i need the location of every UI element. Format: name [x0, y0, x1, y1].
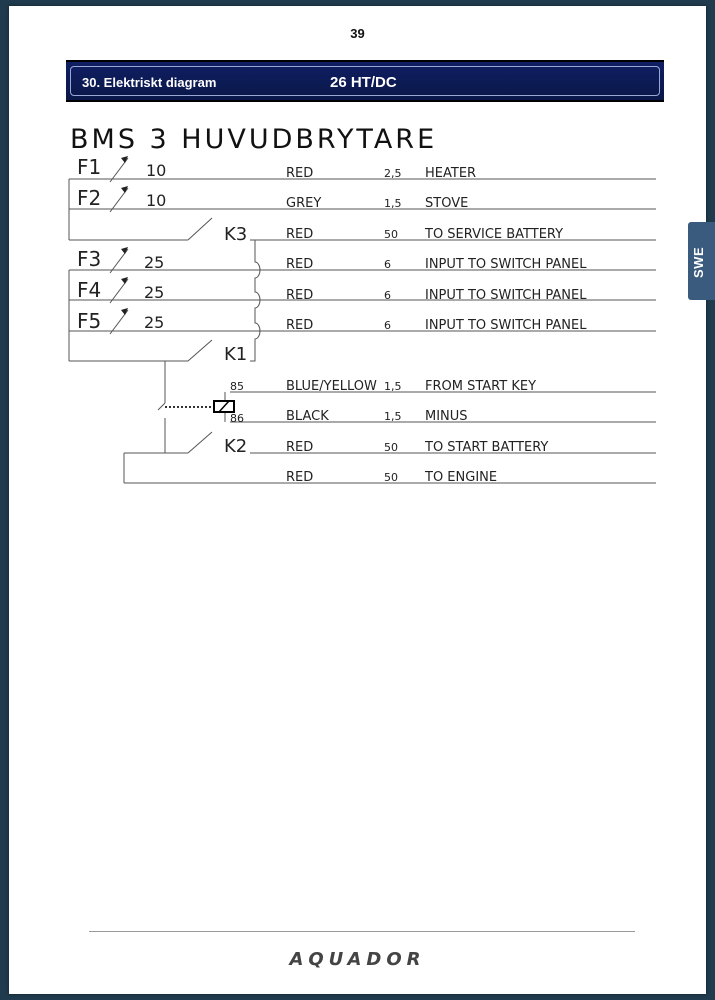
fuse-f4-label: F4: [77, 278, 102, 302]
wire-6-color: RED: [286, 318, 314, 333]
language-tab: [688, 222, 715, 300]
wire-2-color: GREY: [286, 196, 322, 211]
wire-5-size: 6: [384, 289, 391, 302]
wire-2-size: 1,5: [384, 197, 402, 210]
wire-6-destination: INPUT TO SWITCH PANEL: [425, 318, 587, 333]
wire-9-color: RED: [286, 440, 314, 455]
fuse-f5-rating: 25: [144, 313, 165, 332]
wire-10-color: RED: [286, 470, 314, 485]
fuse-f1-rating: 10: [146, 161, 167, 180]
fuse-f3-rating: 25: [144, 253, 165, 272]
wire-9-size: 50: [384, 441, 398, 454]
relay-pin-85: 85: [230, 380, 244, 393]
wire-3-size: 50: [384, 228, 398, 241]
section-title: 30. Elektriskt diagram: [82, 75, 217, 90]
footer-divider: [89, 931, 635, 932]
wire-8-destination: MINUS: [425, 409, 468, 424]
wire-3-destination: TO SERVICE BATTERY: [425, 227, 564, 242]
fuse-f1-label: F1: [77, 155, 102, 179]
wire-9-destination: TO START BATTERY: [425, 440, 549, 455]
fuse-f3-label: F3: [77, 247, 102, 271]
wire-2-destination: STOVE: [425, 196, 469, 211]
wire-1-color: RED: [286, 166, 314, 181]
wire-3-color: RED: [286, 227, 314, 242]
fuse-f5-label: F5: [77, 309, 102, 333]
wire-1-destination: HEATER: [425, 166, 477, 181]
section-header-bar: [66, 60, 664, 102]
brand-logo: AQUADOR: [289, 949, 426, 970]
wire-7-destination: FROM START KEY: [425, 379, 537, 394]
model-name: 26 HT/DC: [330, 74, 397, 91]
wire-5-color: RED: [286, 288, 314, 303]
wire-7-size: 1,5: [384, 380, 402, 393]
wire-4-destination: INPUT TO SWITCH PANEL: [425, 257, 587, 272]
wire-7-color: BLUE/YELLOW: [286, 379, 377, 394]
page-number: 39: [350, 26, 365, 41]
relay-k3-label: K3: [224, 224, 248, 245]
fuse-f2-label: F2: [77, 186, 102, 210]
relay-k1-label: K1: [224, 344, 248, 365]
wire-6-size: 6: [384, 319, 391, 332]
wire-5-destination: INPUT TO SWITCH PANEL: [425, 288, 587, 303]
wire-10-size: 50: [384, 471, 398, 484]
language-tab-label: SWE: [691, 246, 706, 278]
wire-1-size: 2,5: [384, 167, 402, 180]
wire-10-destination: TO ENGINE: [425, 470, 498, 485]
wire-4-color: RED: [286, 257, 314, 272]
diagram-title: BMS 3 HUVUDBRYTARE: [70, 124, 438, 155]
wire-4-size: 6: [384, 258, 391, 271]
fuse-f2-rating: 10: [146, 191, 167, 210]
relay-k2-label: K2: [224, 436, 248, 457]
wire-8-color: BLACK: [286, 409, 329, 424]
fuse-f4-rating: 25: [144, 283, 165, 302]
wire-8-size: 1,5: [384, 410, 402, 423]
relay-pin-86: 86: [230, 412, 244, 425]
